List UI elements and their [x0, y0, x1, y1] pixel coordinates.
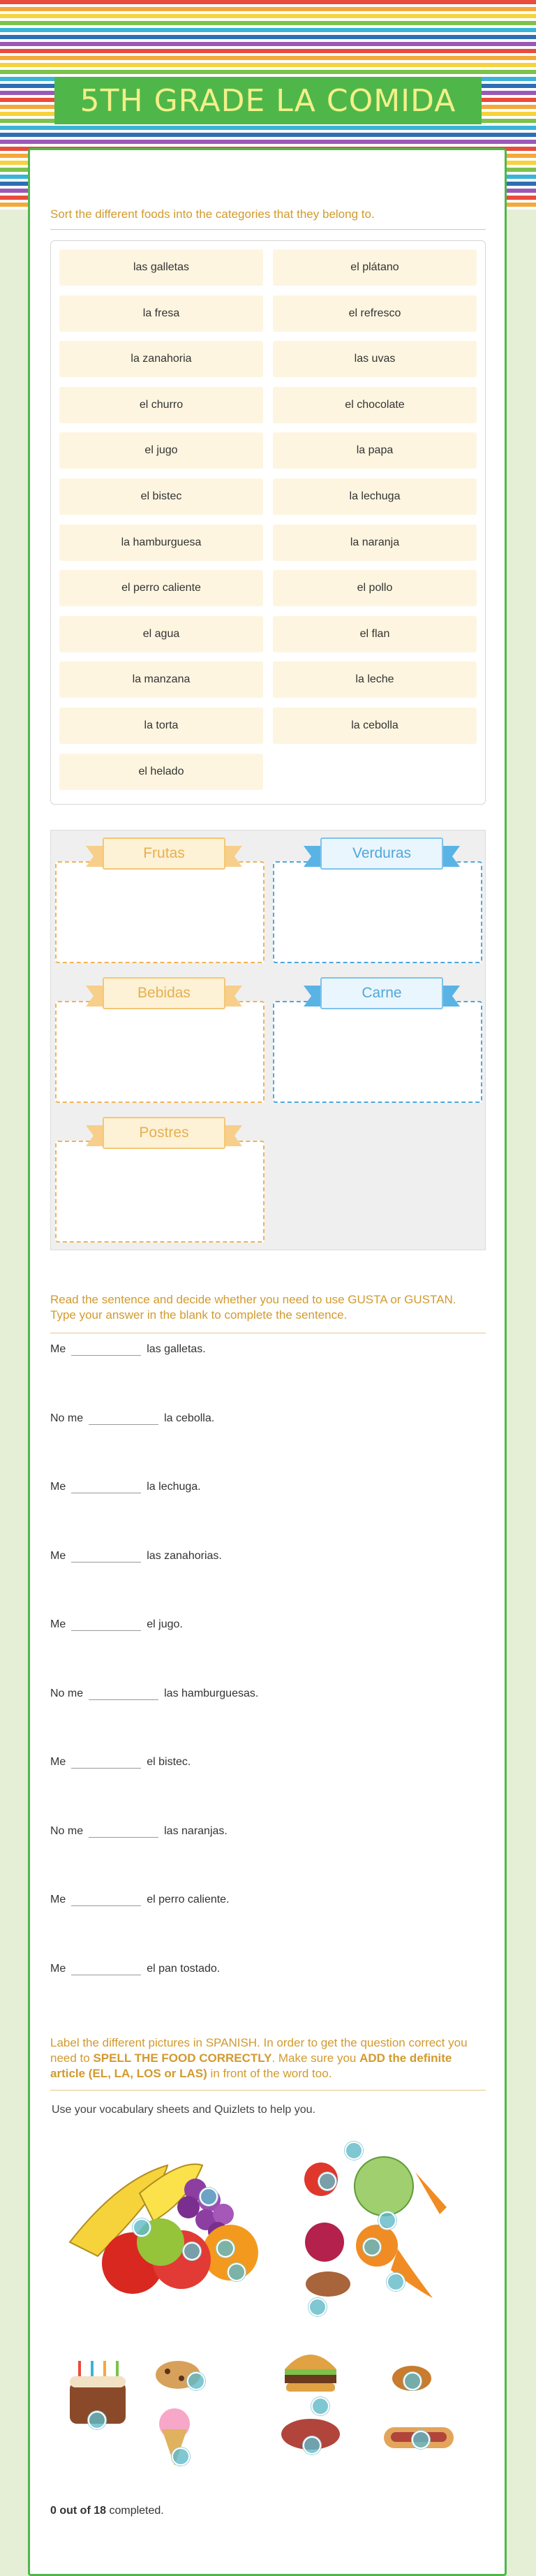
sentence-start: Me [50, 1549, 66, 1562]
sentence-row [50, 1412, 214, 1425]
answer-blank[interactable] [89, 1687, 158, 1700]
food-chip[interactable]: la hamburguesa [59, 525, 263, 561]
label-hotspot[interactable] [403, 2372, 422, 2390]
food-chip[interactable]: la leche [273, 661, 477, 698]
sentence-end: la lechuga. [147, 1481, 201, 1493]
answer-blank[interactable] [71, 1962, 141, 1975]
food-chip[interactable]: el flan [273, 616, 477, 652]
answer-blank[interactable] [71, 1342, 141, 1356]
sentence-row [50, 1755, 191, 1769]
label-hotspot[interactable] [345, 2142, 363, 2160]
sentence-end: el pan tostado. [147, 1962, 221, 1975]
food-chip[interactable]: las uvas [273, 341, 477, 377]
q3-note: Use your vocabulary sheets and Quizlets to help you. [52, 2104, 315, 2116]
food-chip[interactable]: la lechuga [273, 478, 477, 515]
label-hotspot[interactable] [133, 2218, 151, 2237]
category-area [50, 830, 486, 1250]
food-chip[interactable]: el bistec [59, 478, 263, 515]
q1-prompt: Sort the different foods into the categories that they belong to. [50, 207, 375, 221]
category-label-frutas: Frutas [86, 837, 242, 870]
category-label-postres: Postres [86, 1117, 242, 1149]
answer-blank[interactable] [71, 1618, 141, 1631]
drop-zone-carne[interactable] [273, 1001, 482, 1103]
category-label-bebidas: Bebidas [86, 977, 242, 1009]
sentence-start: Me [50, 1618, 66, 1630]
answer-blank[interactable] [71, 1480, 141, 1493]
sentence-end: el perro caliente. [147, 1894, 230, 1905]
title-banner [54, 77, 482, 124]
food-chip[interactable]: el refresco [273, 295, 477, 332]
answer-blank[interactable] [71, 1549, 141, 1563]
label-hotspot[interactable] [363, 2238, 381, 2256]
sentence-end: las naranjas. [164, 1824, 228, 1837]
sentence-start: No me [50, 1687, 84, 1699]
q2-prompt: Read the sentence and decide whether you need to use GUSTA or GUSTAN. Type your answer in the blank to complete the sentence. [50, 1293, 456, 1322]
food-chip[interactable]: el jugo [59, 432, 263, 469]
sentence-row [50, 1549, 222, 1563]
label-hotspot[interactable] [216, 2239, 234, 2257]
answer-blank[interactable] [71, 1893, 141, 1906]
label-hotspot[interactable] [303, 2436, 321, 2454]
label-hotspot[interactable] [200, 2188, 218, 2206]
sentence-end: las galletas. [147, 1343, 206, 1355]
label-hotspot[interactable] [228, 2263, 246, 2281]
sentence-start: No me [50, 1824, 84, 1837]
food-chip[interactable]: el helado [59, 754, 263, 790]
drop-zone-frutas[interactable] [55, 861, 265, 963]
sentence-start: Me [50, 1962, 66, 1975]
food-chip[interactable]: el plátano [273, 249, 477, 286]
food-chip[interactable]: el chocolate [273, 387, 477, 423]
label-hotspot[interactable] [412, 2431, 430, 2449]
drop-zone-verduras[interactable] [273, 861, 482, 963]
category-label-verduras: Verduras [304, 837, 460, 870]
drop-zone-bebidas[interactable] [55, 1001, 265, 1103]
sentence-row [50, 1480, 201, 1493]
answer-blank[interactable] [89, 1412, 158, 1425]
sentence-end: el bistec. [147, 1756, 191, 1768]
sentence-row [50, 1342, 206, 1356]
q3-divider [50, 2090, 486, 2091]
food-chip[interactable]: la manzana [59, 661, 263, 698]
meat-picture [279, 2340, 475, 2480]
food-chip[interactable]: la papa [273, 432, 477, 469]
sentence-end: la cebolla. [164, 1412, 215, 1424]
q3-prompt: Label the different pictures in SPANISH. In order to get the question correct you need to SPELL THE FOOD CORRECTLY. Make sure you ADD the definite article (EL, LA, LOS or LAS) in front of the word too. [50, 2036, 468, 2080]
food-chip[interactable]: el agua [59, 616, 263, 652]
answer-blank[interactable] [89, 1824, 158, 1838]
dessert-picture [63, 2340, 223, 2473]
sentence-start: No me [50, 1412, 84, 1424]
label-hotspot[interactable] [387, 2273, 405, 2291]
category-label-carne: Carne [304, 977, 460, 1009]
food-chip[interactable]: el churro [59, 387, 263, 423]
food-chip[interactable]: el perro caliente [59, 570, 263, 606]
sentence-row [50, 1893, 230, 1906]
page-title: 5TH GRADE LA COMIDA [80, 82, 456, 119]
drop-zone-postres[interactable] [55, 1141, 265, 1243]
food-chip[interactable]: la naranja [273, 525, 477, 561]
label-hotspot[interactable] [88, 2411, 106, 2429]
sentence-row [50, 1962, 220, 1975]
answer-blank[interactable] [71, 1755, 141, 1769]
vegetable-picture [293, 2144, 461, 2312]
label-hotspot[interactable] [187, 2372, 205, 2390]
sentence-row [50, 1824, 228, 1838]
sentence-start: Me [50, 1756, 66, 1768]
word-bank [50, 240, 486, 805]
label-hotspot[interactable] [378, 2211, 396, 2230]
label-hotspot[interactable] [318, 2172, 336, 2190]
label-hotspot[interactable] [311, 2397, 329, 2415]
sentence-row [50, 1687, 258, 1700]
food-chip[interactable]: la torta [59, 708, 263, 744]
label-hotspot[interactable] [183, 2242, 201, 2260]
food-chip[interactable]: la cebolla [273, 708, 477, 744]
label-hotspot[interactable] [308, 2298, 327, 2316]
food-chip[interactable]: las galletas [59, 249, 263, 286]
q1-divider [50, 229, 486, 230]
sentence-end: las zanahorias. [147, 1549, 222, 1562]
food-chip[interactable]: la zanahoria [59, 341, 263, 377]
sentence-start: Me [50, 1894, 66, 1905]
food-chip[interactable]: el pollo [273, 570, 477, 606]
progress-status: 0 out of 18 completed. [50, 2505, 164, 2517]
label-hotspot[interactable] [172, 2447, 190, 2466]
sentence-row [50, 1618, 183, 1631]
sentence-end: el jugo. [147, 1618, 183, 1630]
sentence-start: Me [50, 1481, 66, 1493]
food-chip[interactable]: la fresa [59, 295, 263, 332]
sentence-end: las hamburguesas. [164, 1687, 259, 1699]
sentence-start: Me [50, 1343, 66, 1355]
